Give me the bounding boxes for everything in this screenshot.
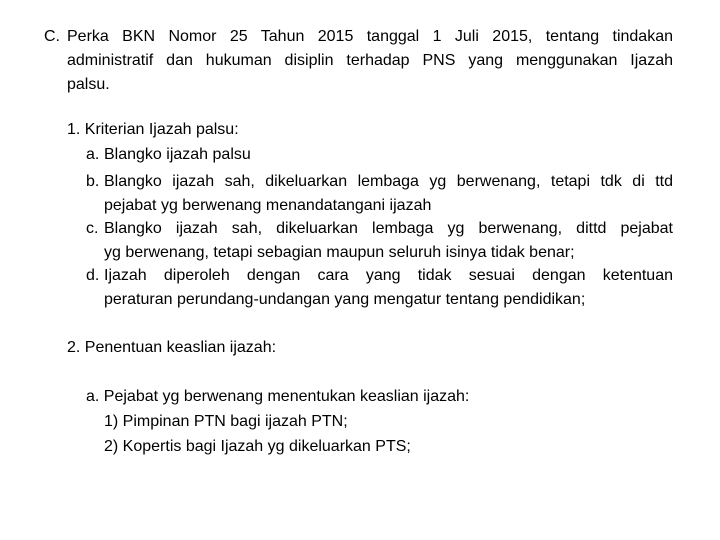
section1-item-c-line-2: yg berwenang, tetapi sebagian maupun seluruh isinya tidak benar; [104, 244, 575, 261]
heading-line-1: Perka BKN Nomor 25 Tahun 2015 tanggal 1 Juli 2015, tentang tindakan [67, 28, 673, 45]
section1-item-b-line-2: pejabat yg berwenang menandatangani ijazah [104, 197, 432, 214]
heading-line-2: administratif dan hukuman disiplin terhadap PNS yang menggunakan Ijazah [67, 52, 673, 69]
heading-line-3: palsu. [67, 76, 110, 93]
section1-item-b-line-1: Blangko ijazah sah, dikeluarkan lembaga yg berwenang, tetapi tdk di ttd [104, 173, 673, 190]
section2-subtitle: a. Pejabat yg berwenang menentukan keaslian ijazah: [86, 388, 470, 405]
section1-item-b-marker: b. [86, 173, 100, 190]
section2-title: 2. Penentuan keaslian ijazah: [67, 339, 277, 356]
section1-item-d-line-2: peraturan perundang-undangan yang mengatur tentang pendidikan; [104, 291, 586, 308]
section1-title: 1. Kriterian Ijazah palsu: [67, 121, 239, 138]
heading-marker: C. [44, 28, 60, 45]
section1-item-d-marker: d. [86, 267, 100, 284]
section1-item-a-marker: a. [86, 146, 100, 163]
section2-item-2: 2) Kopertis bagi Ijazah yg dikeluarkan PTS; [104, 438, 411, 455]
section2-item-1: 1) Pimpinan PTN bagi ijazah PTN; [104, 413, 348, 430]
section1-item-c-line-1: Blangko ijazah sah, dikeluarkan lembaga yg berwenang, dittd pejabat [104, 220, 673, 237]
section1-item-d-line-1: Ijazah diperoleh dengan cara yang tidak sesuai dengan ketentuan [104, 267, 673, 284]
section1-item-a-line-1: Blangko ijazah palsu [104, 146, 251, 163]
section1-item-c-marker: c. [86, 220, 99, 237]
